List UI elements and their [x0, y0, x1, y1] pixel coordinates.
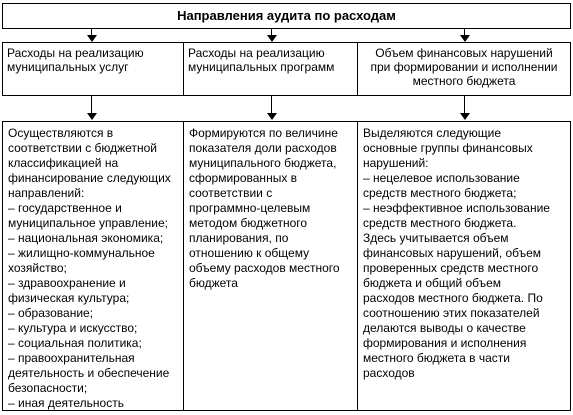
body-text-line: Осуществляются в [8, 126, 114, 140]
body-text-line: безопасности; [8, 381, 88, 395]
body-text-line: финансирование следующих [8, 171, 171, 185]
column-heading-financial-violations [357, 42, 571, 96]
body-text-line: методом бюджетного [189, 216, 308, 230]
arrow-down-icon [267, 29, 277, 42]
body-text-line: расходов [363, 366, 415, 380]
body-text-line: классификацией на [8, 156, 119, 170]
body-text-line: отношению к общему [189, 246, 310, 260]
body-text-line: деятельность и обеспечение [8, 366, 170, 380]
body-text-line: местного бюджета в части [363, 351, 510, 365]
heading-line: Расходы на реализацию [7, 46, 144, 60]
arrow-down-icon [460, 29, 470, 42]
body-text-line: бюджета и общий объем [363, 276, 502, 290]
heading-line: муниципальных услуг [7, 60, 129, 74]
heading-line: местного бюджета [412, 74, 516, 88]
body-text-line: – жилищно-коммунальное [8, 246, 155, 260]
body-text-line: Здесь учитывается объем [363, 231, 509, 245]
body-text-line: объему расходов местного [189, 261, 340, 275]
body-text-line: – нецелевое использование [363, 171, 520, 185]
body-text-line: делаются выводы о качестве [363, 321, 526, 335]
body-text-line: средств местного бюджета; [363, 186, 517, 200]
column-heading-municipal-programs [183, 42, 358, 96]
body-text-line: нарушений: [363, 156, 429, 170]
heading-line: при формировании и исполнении [370, 60, 558, 74]
body-text-line: планирования, по [189, 231, 289, 245]
body-text-line: соответствии с [189, 186, 273, 200]
body-text-line: – государственное и [8, 201, 122, 215]
body-text-line: финансовых нарушений, объем [363, 246, 542, 260]
column-body-municipal-programs [183, 121, 358, 411]
body-text-line: соответствии с бюджетной [8, 141, 157, 155]
body-text-line: бюджета [189, 276, 238, 290]
body-text-line: расходов местного бюджета. По [363, 291, 543, 305]
body-text-line: – национальная экономика; [8, 231, 164, 245]
column-body-municipal-services [2, 121, 184, 411]
column-heading-municipal-services [2, 42, 184, 96]
body-text-line: – образование; [8, 306, 94, 320]
body-text-line: – здравоохранение и [8, 276, 126, 290]
body-text-line: – иная деятельность [8, 396, 124, 410]
arrow-down-icon [87, 29, 97, 42]
body-text-line: проверенных средств местного [363, 261, 539, 275]
body-text-line: Выделяются следующие [363, 126, 501, 140]
body-text-line: – неэффективное использование [363, 201, 550, 215]
body-text-line: программно-целевым [189, 201, 311, 215]
body-text-line: формирования и исполнения [363, 336, 527, 350]
body-text-line: – социальная политика; [8, 336, 142, 350]
body-text-line: физическая культура; [8, 291, 130, 305]
body-text-line: направлений: [8, 186, 85, 200]
diagram-title: Направления аудита по расходам [2, 3, 571, 29]
body-text-line: Формируются по величине [189, 126, 338, 140]
body-text-line: – правоохранительная [8, 351, 135, 365]
arrow-down-icon [267, 96, 277, 121]
body-text-line: сформированных в [189, 171, 298, 185]
arrow-down-icon [87, 96, 97, 121]
heading-line: муниципальных программ [188, 60, 335, 74]
body-text-line: муниципального бюджета, [189, 156, 337, 170]
body-text-line: муниципальное управление; [8, 216, 168, 230]
column-body-financial-violations [357, 121, 571, 411]
heading-line: Объем финансовых нарушений [375, 46, 553, 60]
body-text-line: – культура и искусство; [8, 321, 138, 335]
body-text-line: средств местного бюджета. [363, 216, 517, 230]
body-text-line: основные группы финансовых [363, 141, 533, 155]
arrow-down-icon [460, 96, 470, 121]
heading-line: Расходы на реализацию [188, 46, 325, 60]
body-text-line: показателя доли расходов [189, 141, 337, 155]
body-text-line: соотношению этих показателей [363, 306, 540, 320]
body-text-line: хозяйство; [8, 261, 67, 275]
